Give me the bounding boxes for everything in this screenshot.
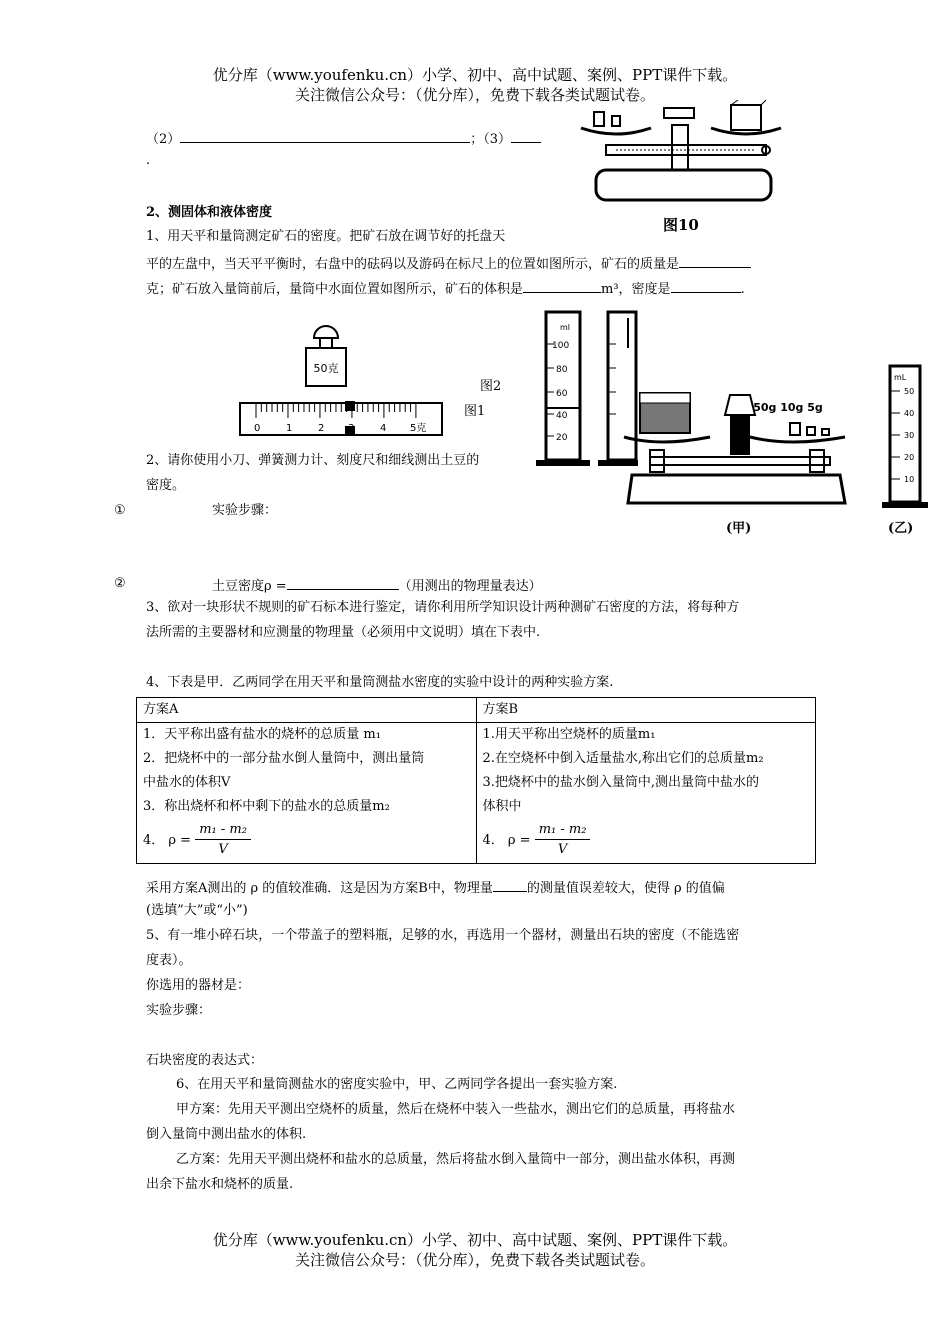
figure-10-caption: 图10 [663,216,699,234]
fig-yi-tick-40: 40 [904,409,915,418]
q5-steps: 实验步骤： [146,1003,212,1018]
rho-blank [287,575,399,590]
q1-line1: 1、用天平和量筒测定矿石的密度。把矿石放在调节好的托盘天 [146,229,506,244]
fig1-tick-1: 1 [286,423,293,434]
fig2-tick-100: 100 [552,341,570,351]
plan-b-step-3b: 体积中 [482,799,522,814]
figure-jia-balance [620,385,850,510]
fig-yi-tick-30: 30 [904,431,915,440]
q5-line1: 5、有一堆小碎石块，一个带盖子的塑料瓶，足够的水，再选用一个器材，测量出石块的密度（不能选密 [146,928,740,943]
plan-a-cell [137,723,477,864]
q3-line1: 3、欲对一块形状不规则的矿石标本进行鉴定，请你利用所学知识设计两种测矿石密度的方法，将每种方 [146,600,740,615]
q1-line3-unit: m³，密度是 [601,282,671,297]
plan-b-header: 方案B [476,698,816,723]
plan-b-step-2: 2.在空烧杯中倒入适量盐水,称出它们的总质量m₂ [482,751,764,766]
volume-blank [523,278,601,293]
q2-circle-2: ② [114,576,126,591]
q1-line2-text: 平的左盘中，当天平平衡时，右盘中的砝码以及游码在标尺上的位置如图所示，矿石的质量是 [146,257,680,272]
q1-line3-text: 克；矿石放入量筒前后，量筒中水面位置如图所示，矿石的体积是 [146,282,524,297]
fig1-tick-0: 0 [254,423,261,434]
q6-yi-line2: 出余下盐水和烧杯的质量. [146,1177,294,1192]
figure-1-caption: 图1 [464,404,486,419]
q1-line2 [146,253,751,274]
weight-label: 50克 [313,362,339,375]
q1-line3 [146,278,745,299]
fig-jia-caption: (甲) [726,521,752,536]
q6-jia-line2: 倒入量筒中测出盐水的体积. [146,1127,307,1142]
q6-line1: 6、在用天平和量筒测盐水的密度实验中，甲、乙两同学各提出一套实验方案. [176,1077,618,1092]
page-header-line2: 关注微信公众号：（优分库），免费下载各类试题试卷。 [294,86,655,104]
fig-yi-unit: mL [894,373,907,382]
plan-b-step-1: 1.用天平称出空烧杯的质量m₁ [482,727,656,742]
section-title: 2、测固体和液体密度 [146,205,273,220]
figure-1-weight-and-rider [236,318,446,443]
fig1-tick-5: 5克 [410,423,427,434]
top-answer-line [146,128,541,149]
q3-line2: 法所需的主要器材和应测量的物理量（必须用中文说明）填在下表中. [146,625,541,640]
fig2-tick-40: 40 [556,411,568,421]
q4-after-line2: (选填”大”或“小”) [146,903,248,918]
fig-yi-tick-50: 50 [904,387,915,396]
q2-circle-1: ① [114,503,126,518]
page-footer-line1: 优分库（www.youfenku.cn）小学、初中、高中试题、案例、PPT课件下载。 [212,1231,738,1249]
fig2-tick-80: 80 [556,365,568,375]
rho-note: （用测出的物理量表达） [398,579,542,594]
formula-a-denominator: V [218,842,228,857]
q2-rho-line [212,575,542,596]
plan-a-step-4 [143,819,470,863]
fig-yi-caption: (乙) [888,521,914,536]
fig-jia-weights: 50g 10g 5g [753,401,823,414]
q2-line1: 2、请你使用小刀、弹簧测力计、刻度尺和细线测出土豆的 [146,453,480,468]
plan-a-formula [195,821,251,860]
q4-intro: 4、下表是甲．乙两同学在用天平和量筒测盐水密度的实验中设计的两种实验方案. [146,675,614,690]
q6-jia-line1: 甲方案：先用天平测出空烧杯的质量，然后在烧杯中装入一些盐水，测出它们的总质量，再将盐水 [176,1102,736,1117]
formula-b-numerator: m₁ - m₂ [535,821,591,840]
q2-line2: 密度。 [146,478,186,493]
q5-line2: 度表）。 [146,953,192,968]
mass-blank [679,253,751,268]
formula-a-numerator: m₁ - m₂ [195,821,251,840]
figure-10-balance [576,100,786,210]
q4-after-line1 [146,877,725,898]
plan-b-cell [476,723,816,864]
plan-a-step-3: 3．称出烧杯和杯中剩下的盐水的总质量m₂ [143,799,390,814]
q5-expr: 石块密度的表达式： [146,1053,264,1068]
q5-equip: 你选用的器材是： [146,978,251,993]
fig2-tick-20: 20 [556,433,568,443]
fig-yi-tick-10: 10 [904,475,915,484]
answer-blank-3 [511,128,541,143]
answer-blank-2 [180,128,470,143]
rho-label: 土豆密度ρ = [212,579,287,594]
fig1-tick-2: 2 [318,423,325,434]
figure-yi-cylinder [880,360,930,510]
figure-2-caption: 图2 [480,379,502,394]
plan-b-step-4 [483,819,810,863]
q4-after-text-b: 的测量值误差较大，使得 ρ 的值偏 [526,881,725,896]
item-2-label: （2） [146,132,181,147]
plan-a-step-2a: 2．把烧杯中的一部分盐水倒人量筒中，测出量筒 [143,751,425,766]
plan-b-formula [535,821,591,860]
fig1-tick-4: 4 [380,423,387,434]
plan-table [136,697,816,864]
plan-a-step-2b: 中盐水的体积V [143,775,231,790]
q4-after-text-a: 采用方案A测出的 ρ 的值较准确．这是因为方案B中，物理量 [146,881,493,896]
density-blank [671,278,741,293]
top-dot: . [146,153,151,168]
quantity-blank [493,877,527,892]
q2-step-label: 实验步骤： [212,503,278,518]
item-3-label: ；（3） [470,132,512,147]
plan-a-header: 方案A [137,698,477,723]
plan-a-step-1: 1．天平称出盛有盐水的烧杯的总质量 m₁ [143,727,381,742]
plan-b-rho: 4． ρ = [482,833,531,848]
q1-line3-end: . [740,282,745,297]
plan-a-rho: 4． ρ = [143,833,192,848]
fig2-tick-60: 60 [556,389,568,399]
fig1-tick-3: 3 [348,423,355,434]
plan-b-step-3a: 3.把烧杯中的盐水倒入量筒中,测出量筒中盐水的 [482,775,760,790]
q6-yi-line1: 乙方案：先用天平测出烧杯和盐水的总质量，然后将盐水倒入量筒中一部分，测出盐水体积，再测 [176,1152,736,1167]
formula-b-denominator: V [557,842,568,857]
fig2-unit: ml [560,323,571,332]
fig-yi-tick-20: 20 [904,453,915,462]
page-header-line1: 优分库（www.youfenku.cn）小学、初中、高中试题、案例、PPT课件下载。 [212,66,738,84]
page-footer-line2: 关注微信公众号：（优分库），免费下载各类试题试卷。 [294,1251,655,1269]
